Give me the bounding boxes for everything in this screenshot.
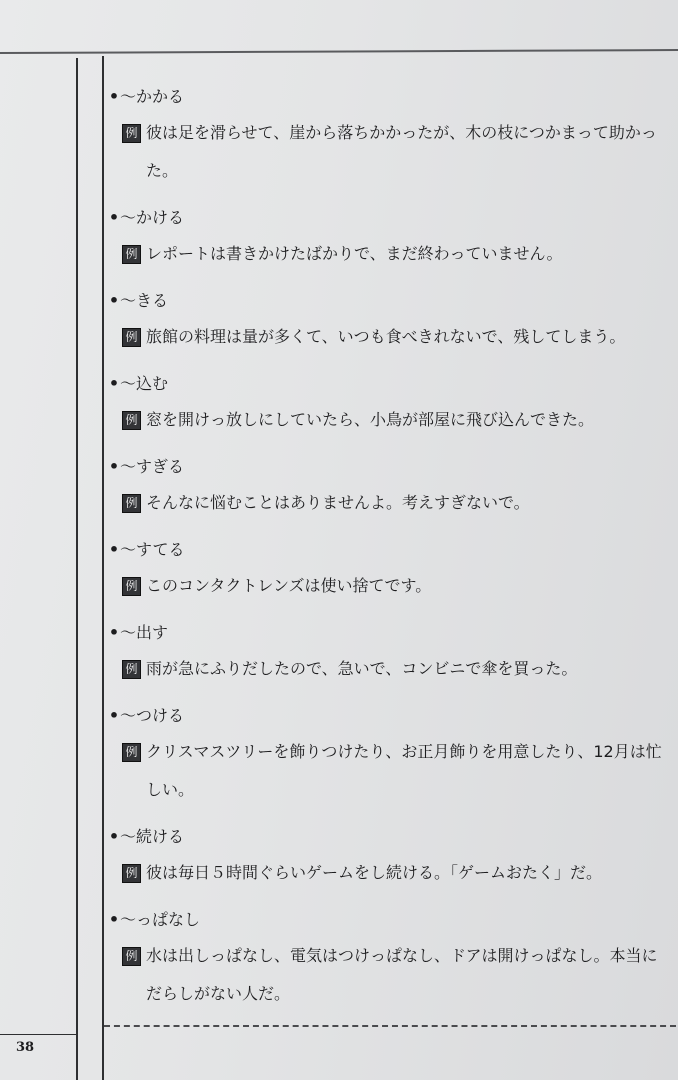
heading-text: 〜かける (120, 208, 185, 227)
example-marker-icon: 例 (122, 411, 141, 430)
entry-heading (108, 909, 668, 931)
example-text: そんなに悩むことはありませんよ。考えすぎないで。 (146, 493, 530, 512)
example-sentence (108, 854, 668, 892)
example-text: クリスマスツリーを飾りつけたり、お正月飾りを用意したり、12月は忙しい。 (146, 742, 662, 799)
bullet-icon: • (108, 910, 120, 929)
heading-text: 〜つける (120, 706, 185, 725)
example-text: レポートは書きかけたばかりで、まだ終わっていません。 (146, 244, 563, 263)
list-item (108, 622, 668, 688)
entry-heading (108, 290, 668, 312)
heading-text: 〜きる (120, 291, 169, 310)
top-rule (0, 49, 678, 54)
margin-rule-inner (102, 56, 104, 1080)
heading-text: 〜かかる (120, 87, 185, 106)
entry-heading (108, 622, 668, 644)
list-item (108, 539, 668, 605)
example-text: 窓を開けっ放しにしていたら、小鳥が部屋に飛び込んできた。 (146, 410, 595, 429)
example-marker-icon: 例 (122, 328, 141, 347)
heading-text: 〜っぱなし (120, 910, 201, 929)
grammar-list (108, 86, 668, 1030)
bullet-icon: • (108, 540, 120, 559)
example-marker-icon: 例 (122, 947, 141, 966)
entry-heading (108, 207, 668, 229)
list-item (108, 86, 668, 190)
example-sentence (108, 401, 668, 439)
entry-heading (108, 86, 668, 108)
margin-rule-outer (76, 58, 78, 1080)
bullet-icon: • (108, 374, 120, 393)
list-item (108, 290, 668, 356)
example-sentence (108, 235, 668, 273)
entry-heading (108, 373, 668, 395)
heading-text: 〜出す (120, 623, 169, 642)
heading-text: 〜続ける (120, 827, 185, 846)
example-sentence (108, 484, 668, 522)
bullet-icon: • (108, 87, 120, 106)
example-text: 彼は毎日５時間ぐらいゲームをし続ける。「ゲームおたく」だ。 (146, 863, 603, 882)
example-marker-icon: 例 (122, 124, 141, 143)
list-item (108, 705, 668, 809)
heading-text: 〜すてる (120, 540, 185, 559)
bullet-icon: • (108, 623, 120, 642)
list-item (108, 909, 668, 1013)
example-marker-icon: 例 (122, 245, 141, 264)
example-text: 彼は足を滑らせて、崖から落ちかかったが、木の枝につかまって助かった。 (146, 123, 657, 180)
example-marker-icon: 例 (122, 494, 141, 513)
example-text: 水は出しっぱなし、電気はつけっぱなし、ドアは開けっぱなし。本当にだらしがない人だ。 (146, 946, 658, 1003)
bullet-icon: • (108, 457, 120, 476)
list-item (108, 826, 668, 892)
bullet-icon: • (108, 827, 120, 846)
list-item (108, 207, 668, 273)
entry-heading (108, 705, 668, 727)
example-text: このコンタクトレンズは使い捨てです。 (146, 576, 432, 595)
heading-text: 〜すぎる (120, 457, 185, 476)
entry-heading (108, 456, 668, 478)
example-marker-icon: 例 (122, 577, 141, 596)
example-sentence (108, 937, 668, 1013)
bullet-icon: • (108, 706, 120, 725)
entry-heading (108, 539, 668, 561)
example-marker-icon: 例 (122, 743, 141, 762)
example-sentence (108, 567, 668, 605)
example-sentence (108, 650, 668, 688)
example-marker-icon: 例 (122, 660, 141, 679)
bullet-icon: • (108, 208, 120, 227)
footer-rule (0, 1034, 76, 1035)
example-text: 旅館の料理は量が多くて、いつも食べきれないで、残してしまう。 (146, 327, 626, 346)
example-sentence (108, 114, 668, 190)
example-sentence (108, 733, 668, 809)
entry-heading (108, 826, 668, 848)
page-number: 38 (16, 1040, 35, 1055)
heading-text: 〜込む (120, 374, 169, 393)
bullet-icon: • (108, 291, 120, 310)
example-sentence (108, 318, 668, 356)
example-text: 雨が急にふりだしたので、急いで、コンビニで傘を買った。 (146, 659, 578, 678)
list-item (108, 373, 668, 439)
example-marker-icon: 例 (122, 864, 141, 883)
list-item (108, 456, 668, 522)
